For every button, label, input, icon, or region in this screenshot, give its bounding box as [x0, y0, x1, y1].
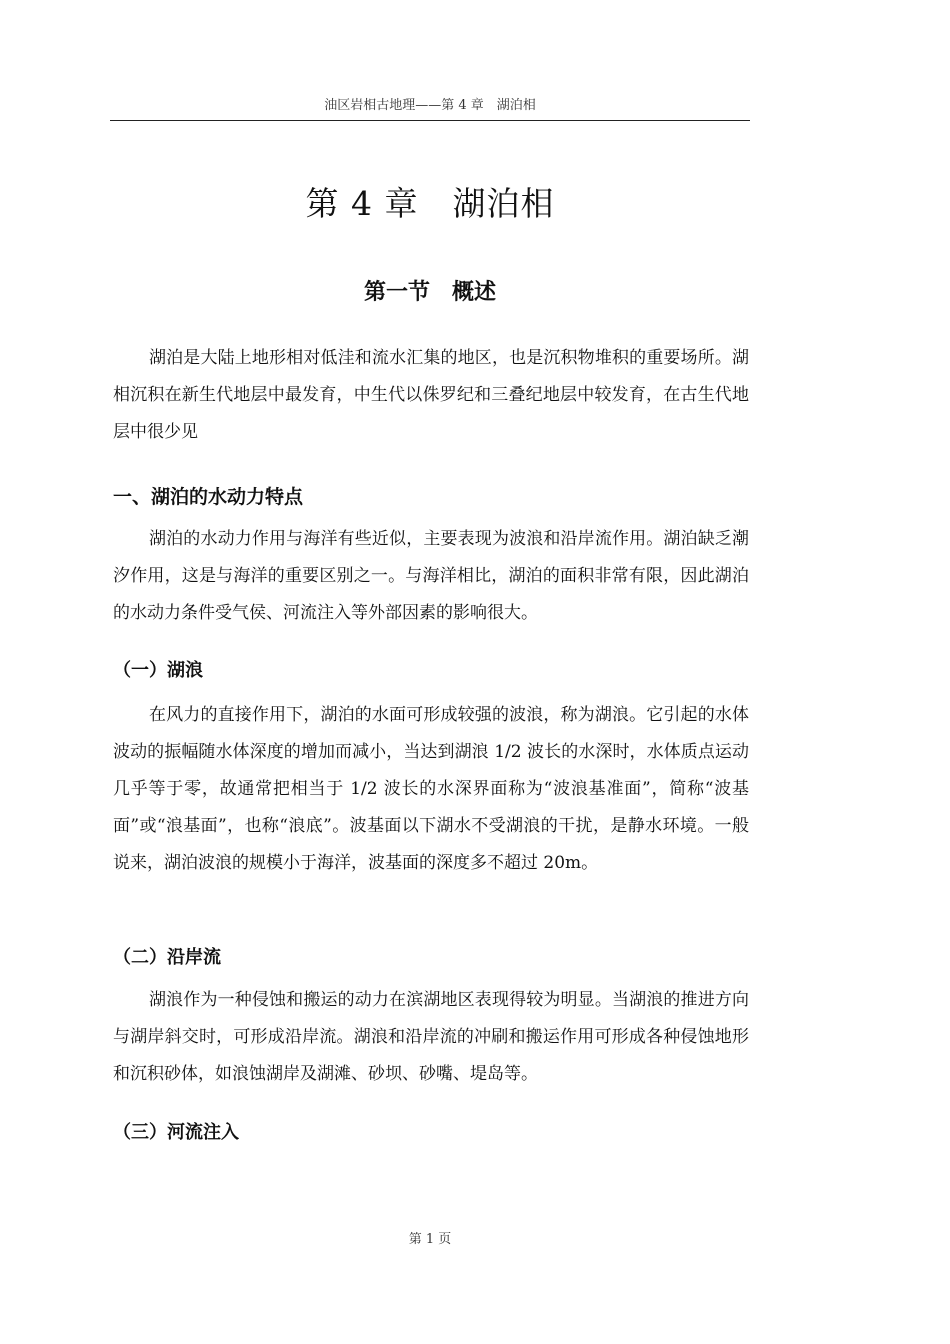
section-title: 第一节 概述	[363, 280, 496, 305]
chapter-title: 第 4 章 湖泊相	[305, 184, 555, 223]
heading-hydrodynamics: 一、湖泊的水动力特点	[113, 486, 304, 508]
hydrodynamics-paragraph: 湖泊的水动力作用与海洋有些近似，主要表现为波浪和沿岸流作用。湖泊缺乏潮汐作用，这是与海洋的重要区别之一。与海洋相比，湖泊的面积非常有限，因此湖泊的水动力条件受气侯、河流注入等外部因素的影响很大。	[113, 529, 749, 623]
lake-waves-paragraph: 在风力的直接作用下，湖泊的水面可形成较强的波浪，称为湖浪。它引起的水体波动的振幅随水体深度的增加而减小，当达到湖浪 1/2 波长的水深时，水体质点运动几乎等于零，故通常把相当于 1/2 波长的水深界面称为“波浪基准面”，简称“波基面”或“浪基面”，也称“浪底”。波基面以下湖水不受湖浪的干扰，是静水环境。一般说来，湖泊波浪的规模小于海洋，波基面的深度多不超过 20m。	[113, 705, 749, 873]
running-header: 油区岩相古地理——第 4 章 湖泊相	[324, 98, 536, 113]
heading-longshore-current: （二）沿岸流	[113, 947, 221, 968]
header-rule	[110, 120, 750, 121]
page-number: 第 1 页	[408, 1232, 452, 1247]
heading-lake-waves: （一）湖浪	[113, 660, 203, 681]
heading-river-inflow: （三）河流注入	[113, 1122, 239, 1143]
longshore-current-paragraph: 湖浪作为一种侵蚀和搬运的动力在滨湖地区表现得较为明显。当湖浪的推进方向与湖岸斜交时，可形成沿岸流。湖浪和沿岸流的冲刷和搬运作用可形成各种侵蚀地形和沉积砂体，如浪蚀湖岸及湖滩、砂坝、砂嘴、堤岛等。	[113, 990, 749, 1084]
intro-paragraph: 湖泊是大陆上地形相对低洼和流水汇集的地区，也是沉积物堆积的重要场所。湖相沉积在新生代地层中最发育，中生代以侏罗纪和三叠纪地层中较发育，在古生代地层中很少见	[113, 348, 749, 442]
